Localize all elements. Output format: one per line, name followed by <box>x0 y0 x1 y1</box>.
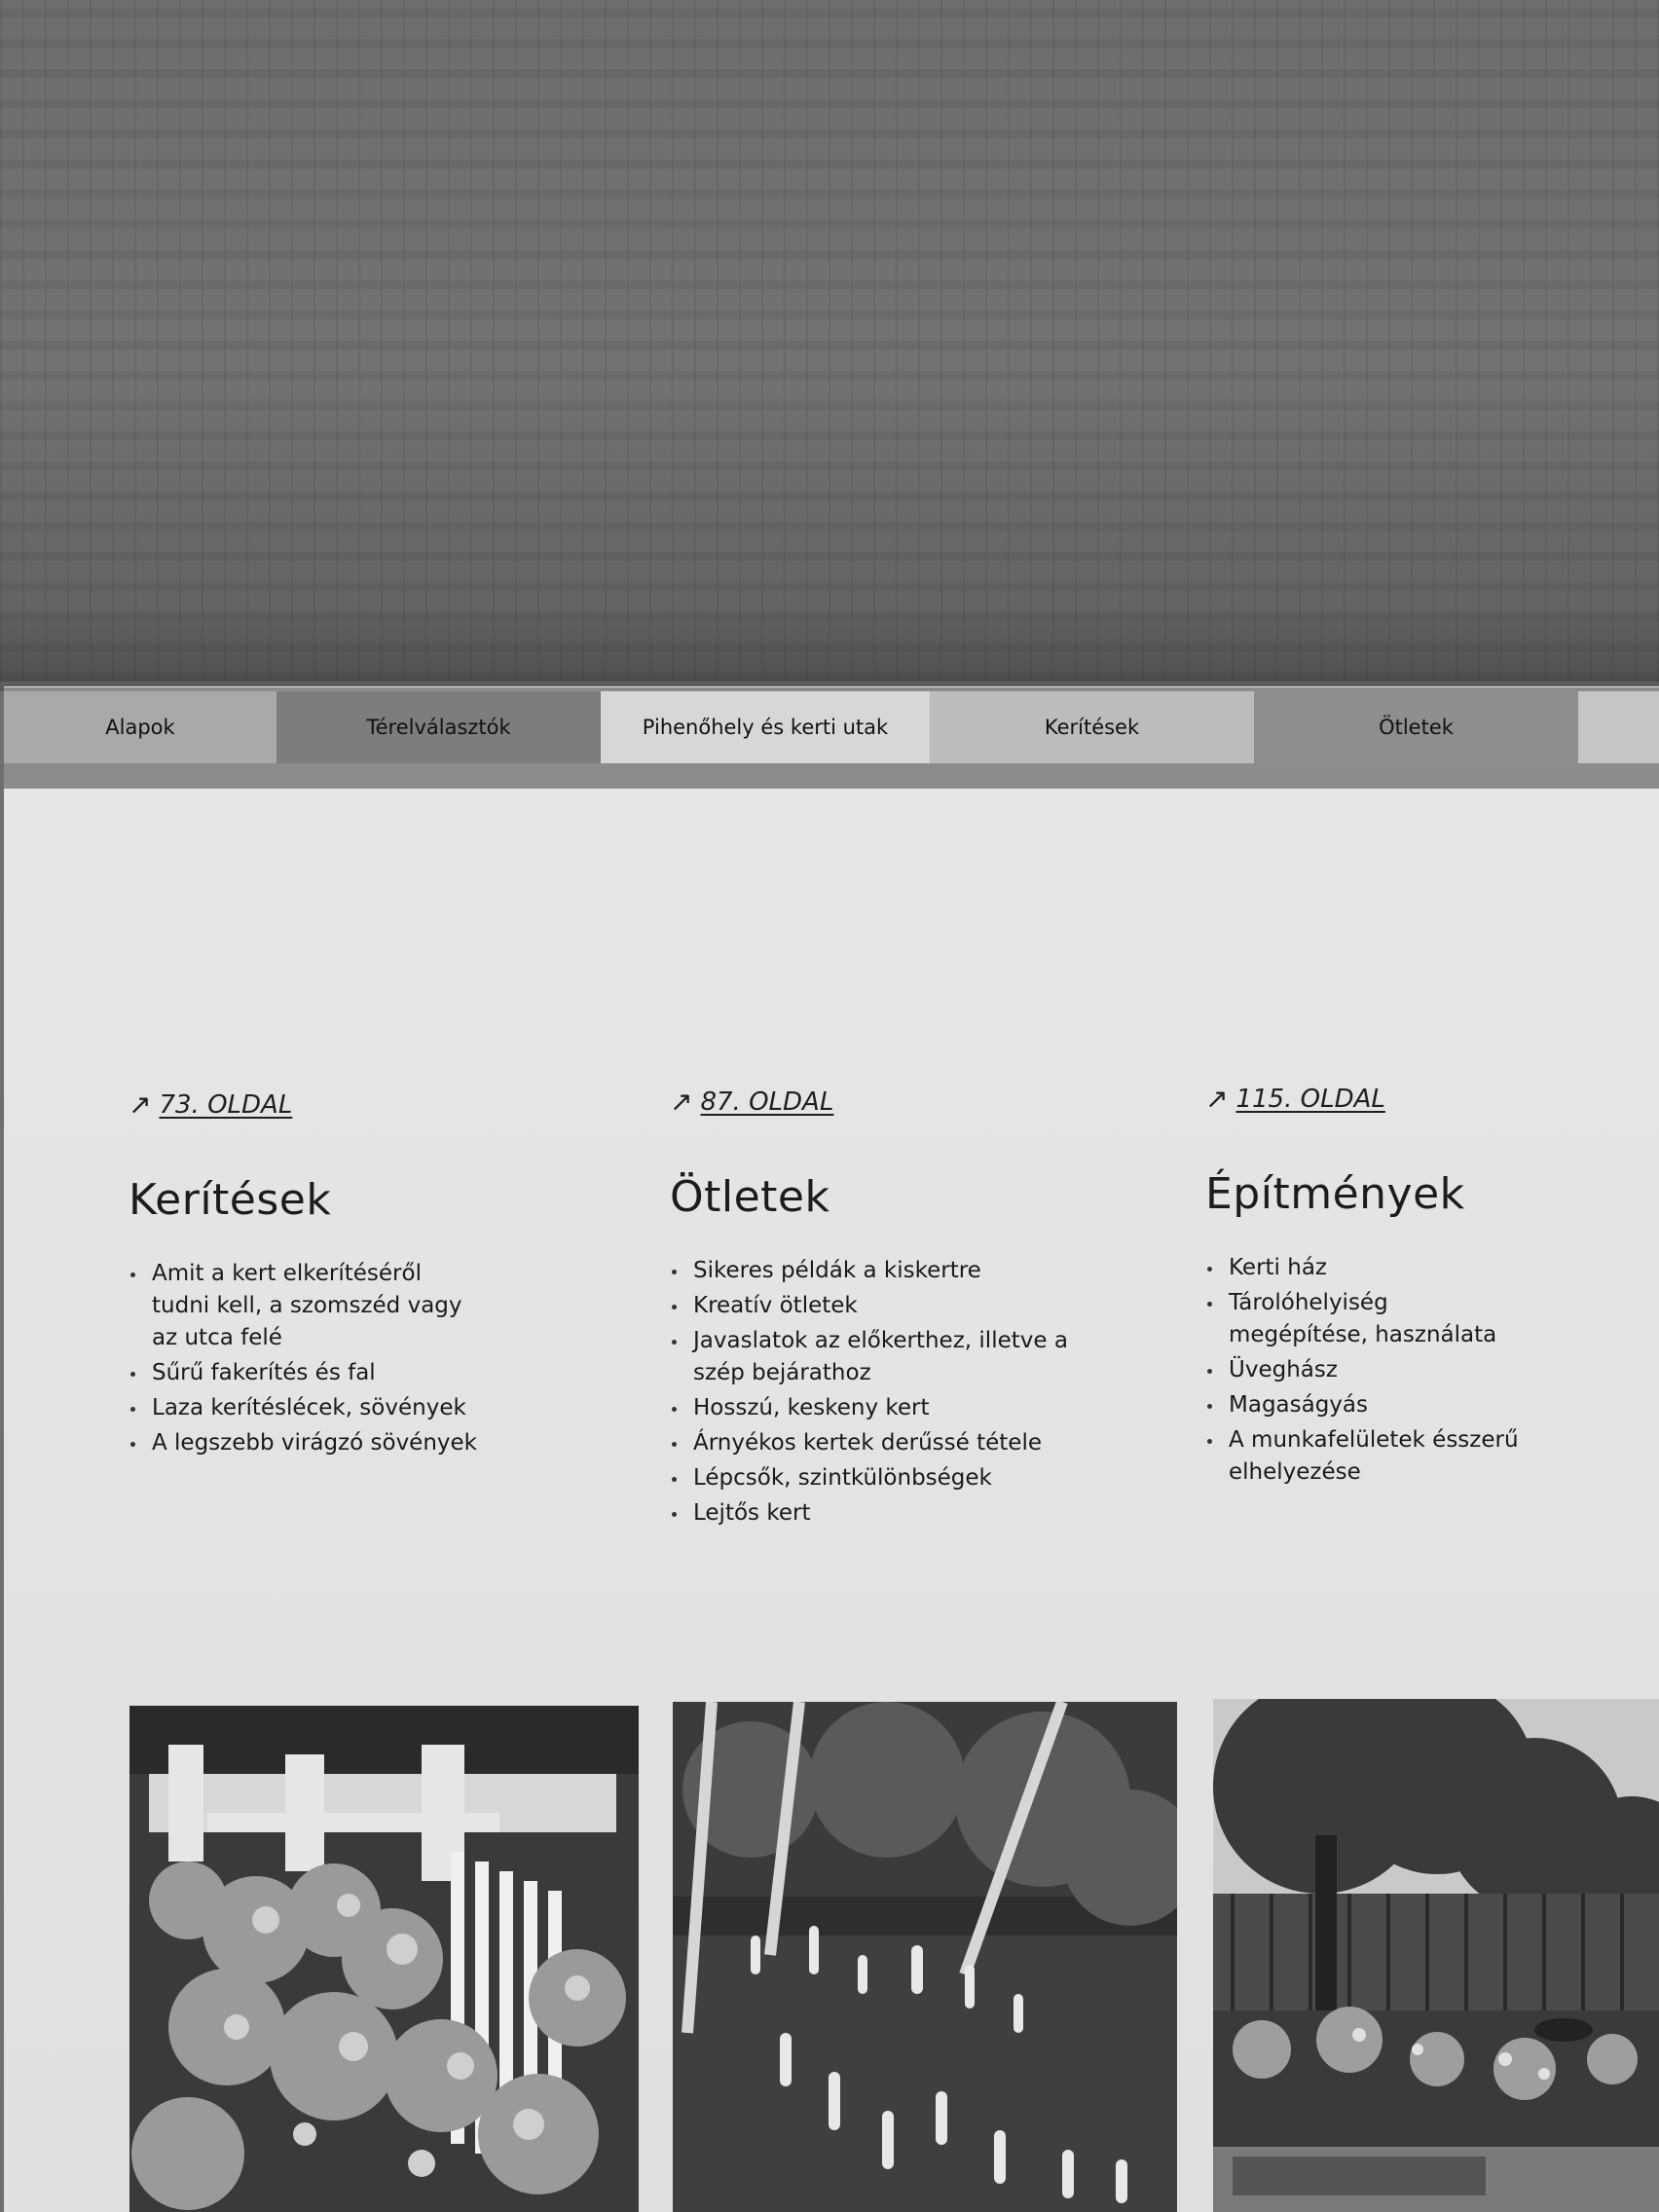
north-east-arrow-icon: ↗ <box>670 1086 693 1118</box>
list-item: Magaságyás <box>1205 1389 1527 1421</box>
list-item: Kreatív ötletek <box>670 1290 1108 1322</box>
tab-alapok[interactable] <box>4 691 276 763</box>
page-reference-label: 115. OLDAL <box>1235 1085 1385 1114</box>
list-item: Lépcsők, szintkülönbségek <box>670 1462 1108 1494</box>
tab-pihenohely[interactable] <box>601 691 930 763</box>
tab-label: Pihenőhely és kerti utak <box>642 716 889 739</box>
list-item: A legszebb virágzó sövények <box>129 1427 479 1459</box>
list-item: Javaslatok az előkerthez, illetve a szép bejárathoz <box>670 1325 1108 1389</box>
list-item: Árnyékos kertek derűssé tétele <box>670 1427 1108 1459</box>
tab-next-partial[interactable] <box>1578 691 1659 763</box>
section-list <box>1205 1252 1527 1489</box>
page-reference-label: 87. OLDAL <box>700 1088 834 1117</box>
north-east-arrow-icon: ↗ <box>129 1088 152 1121</box>
page-reference[interactable] <box>1205 1080 1659 1119</box>
fence-roses-photo <box>129 1706 639 2212</box>
section-epitmenyek <box>1205 1080 1659 1492</box>
tab-label: Térelválasztók <box>366 716 511 739</box>
garden-structures-photo <box>1213 1699 1659 2212</box>
tab-keritesek[interactable] <box>930 691 1254 763</box>
list-item: Hosszú, keskeny kert <box>670 1392 1108 1424</box>
section-keritesek <box>129 1086 596 1462</box>
section-otletek <box>670 1083 1137 1532</box>
tab-terelvalasztok[interactable] <box>276 691 601 763</box>
page-reference-label: 73. OLDAL <box>159 1090 293 1120</box>
tab-label: Ötletek <box>1379 716 1454 739</box>
list-item: A munkafelületek ésszerű elhelyezése <box>1205 1424 1527 1489</box>
chapter-tab-strip <box>4 687 1659 789</box>
list-item: Laza kerítéslécek, sövények <box>129 1392 479 1424</box>
background-surface <box>0 0 1659 682</box>
list-item: Sűrű fakerítés és fal <box>129 1357 479 1389</box>
section-title: Építmények <box>1205 1169 1465 1219</box>
list-item: Kerti ház <box>1205 1252 1527 1284</box>
north-east-arrow-icon: ↗ <box>1205 1083 1229 1115</box>
page-reference[interactable] <box>129 1086 596 1124</box>
list-item: Sikeres példák a kiskertre <box>670 1255 1108 1287</box>
section-title: Kerítések <box>129 1175 332 1225</box>
tab-label: Kerítések <box>1044 716 1140 739</box>
section-list <box>670 1255 1108 1530</box>
list-item: Üveghász <box>1205 1354 1527 1386</box>
shade-garden-photo <box>673 1702 1177 2212</box>
tab-otletek[interactable] <box>1254 691 1578 763</box>
list-item: Lejtős kert <box>670 1497 1108 1530</box>
list-item: Tárolóhelyiség megépítése, használata <box>1205 1287 1527 1351</box>
page-shadow <box>0 604 1659 691</box>
list-item: Amit a kert elkerítéséről tudni kell, a szomszéd vagy az utca felé <box>129 1258 479 1354</box>
tab-label: Alapok <box>105 716 175 739</box>
section-title: Ötletek <box>670 1172 830 1222</box>
page-reference[interactable] <box>670 1083 1137 1122</box>
section-list <box>129 1258 479 1459</box>
